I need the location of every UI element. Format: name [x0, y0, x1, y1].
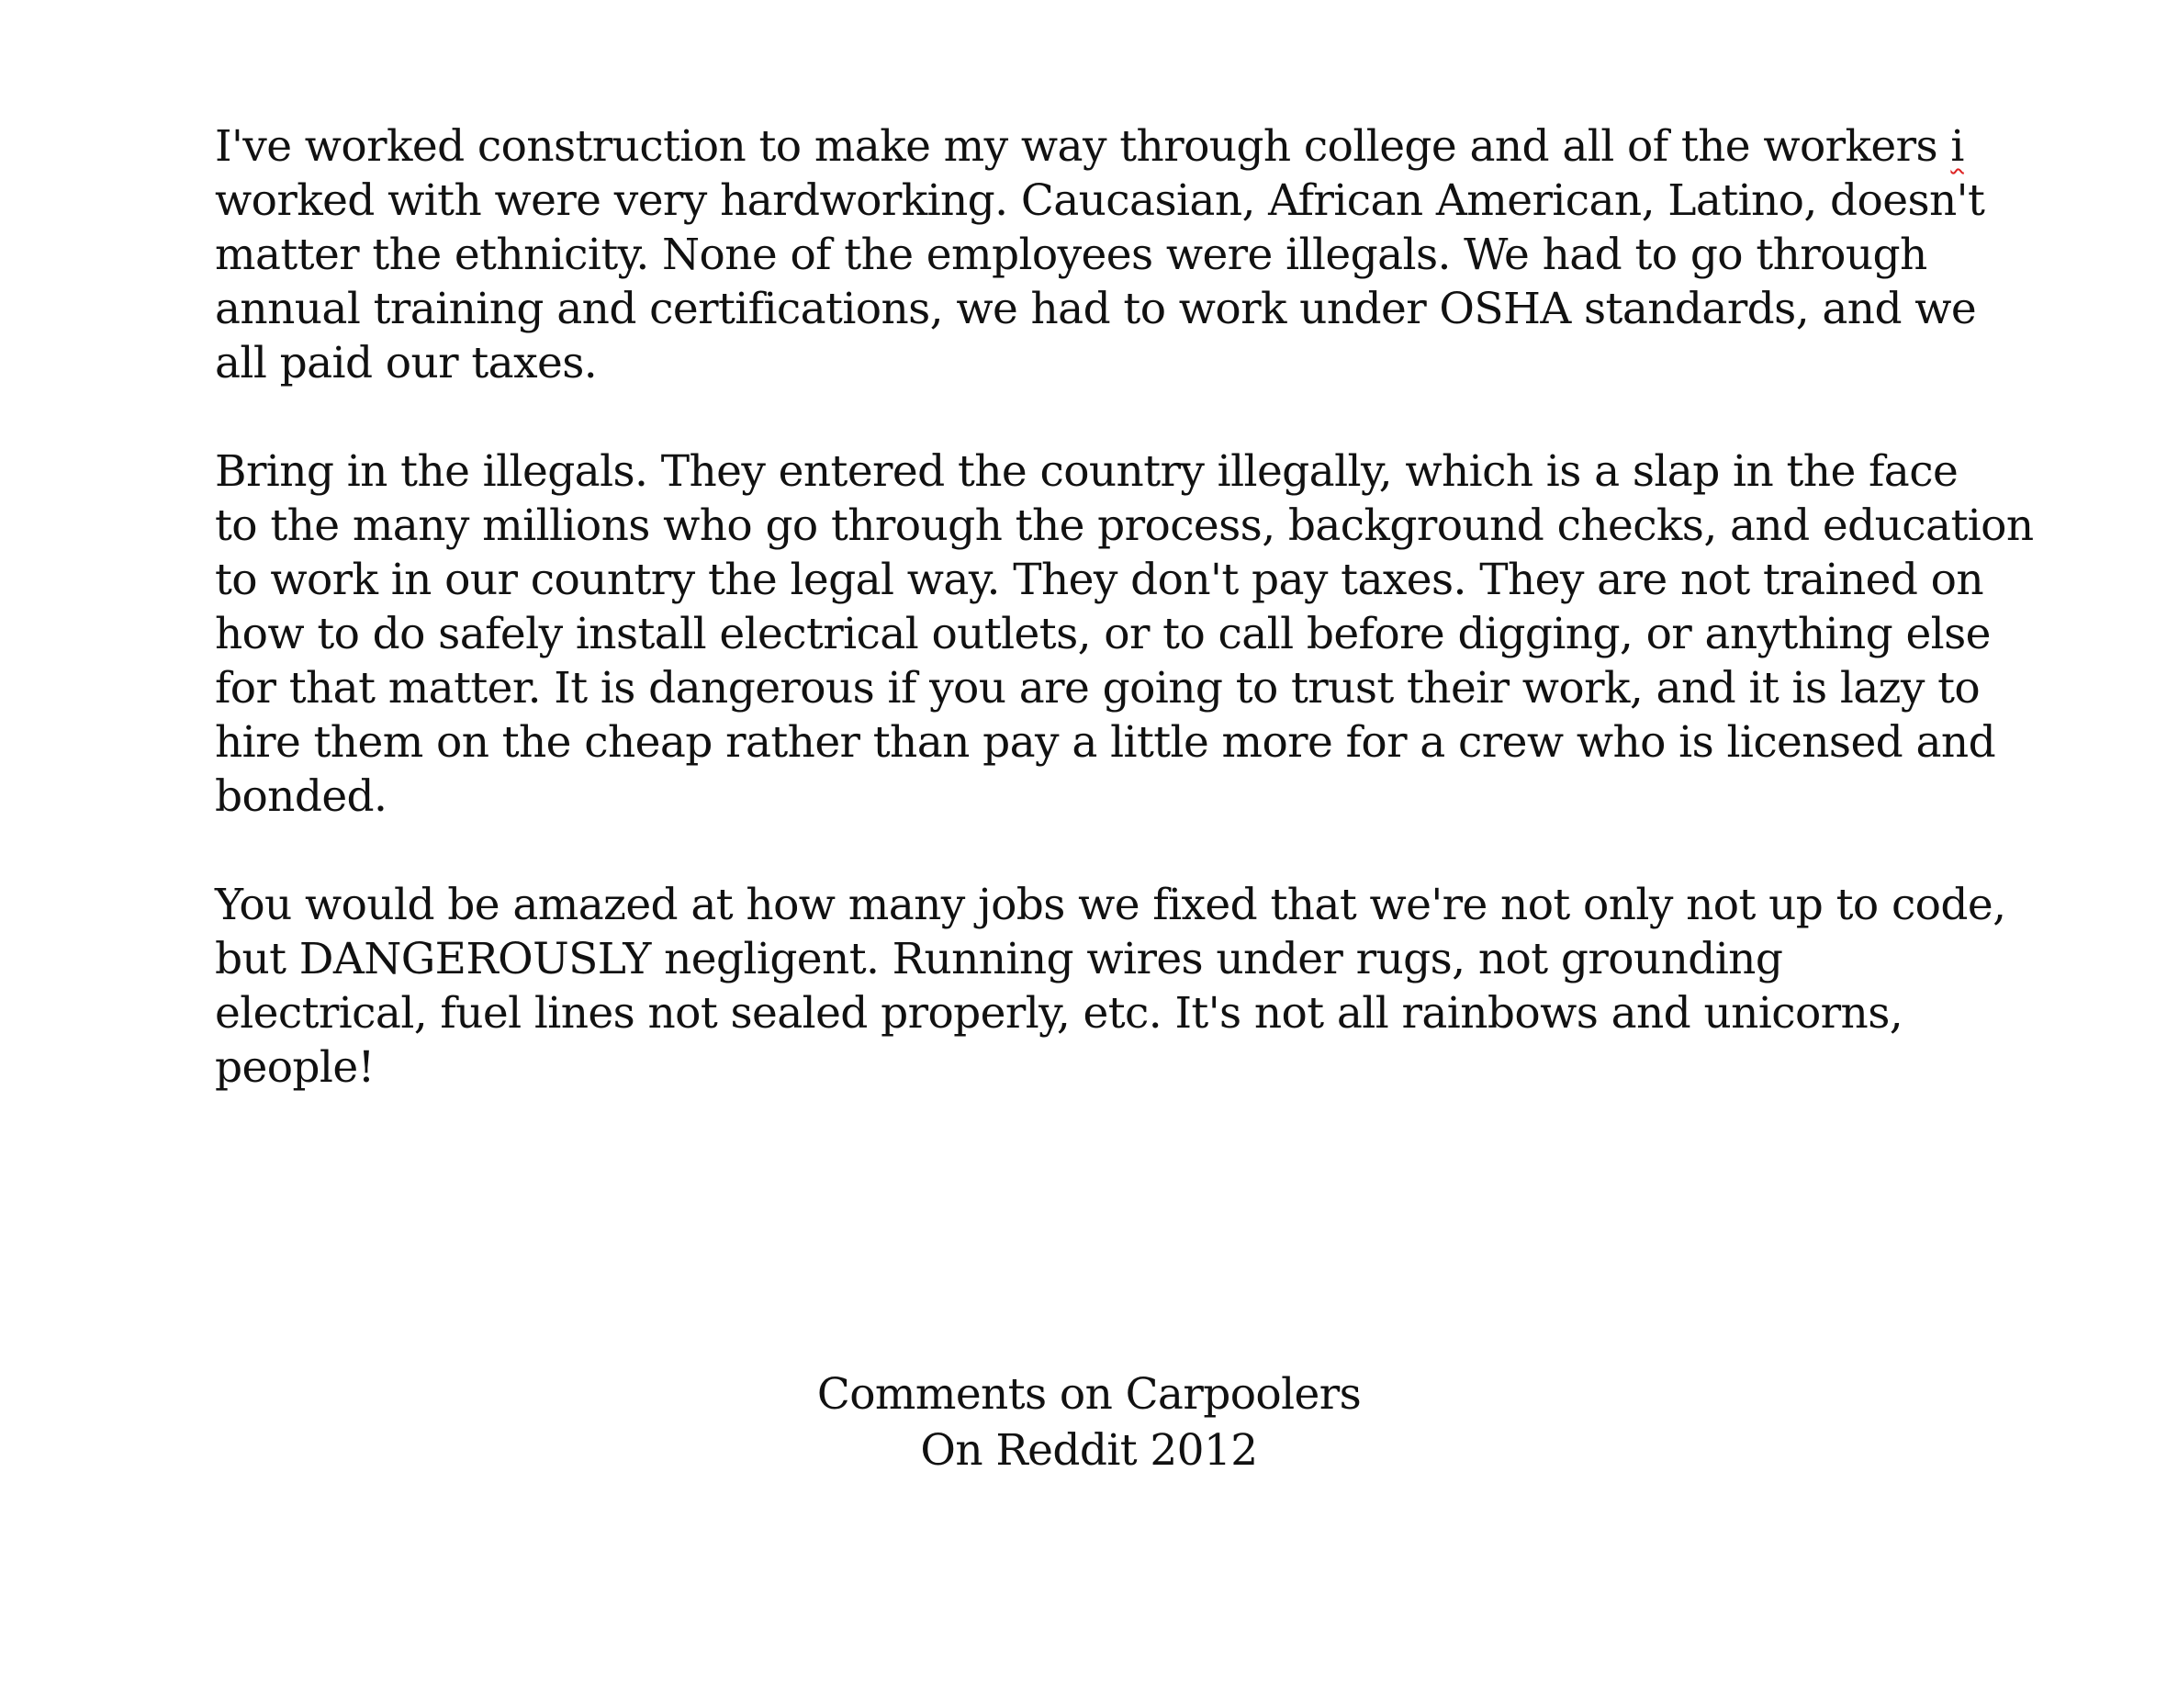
text-line: hire them on the cheap rather than pay a little more for a crew who is licensed and — [215, 717, 1996, 768]
paragraph-3 — [215, 878, 2015, 1095]
text-line: people! — [215, 1042, 375, 1093]
text-line-content: I've worked construction to make my way through college and all of the workers — [215, 121, 1951, 172]
paragraph-1 — [215, 119, 2015, 390]
text-line: to the many millions who go through the process, background checks, and education — [215, 500, 2034, 551]
text-line: You would be amazed at how many jobs we fixed that we're not only not up to code, — [215, 880, 2006, 930]
text-line — [215, 119, 2015, 174]
text-line: but DANGEROUSLY negligent. Running wires under rugs, not grounding — [215, 934, 1783, 984]
text-line: bonded. — [215, 771, 387, 822]
paragraph-2 — [215, 444, 2034, 824]
text-line: for that matter. It is dangerous if you are going to trust their work, and it is lazy to — [215, 663, 1981, 714]
caption-line-1: Comments on Carpoolers — [816, 1369, 1362, 1420]
text-line: to work in our country the legal way. They don't pay taxes. They are not trained on — [215, 555, 1984, 605]
source-caption — [0, 1366, 2178, 1478]
document-body — [215, 119, 2034, 1149]
spellcheck-flagged-word[interactable]: i — [1950, 121, 1964, 172]
text-line: how to do safely install electrical outlets, or to call before digging, or anything else — [215, 609, 1991, 659]
text-line: Bring in the illegals. They entered the country illegally, which is a slap in the face — [215, 446, 1959, 497]
text-line: worked with were very hardworking. Caucasian, African American, Latino, doesn't — [215, 175, 1985, 226]
text-line: electrical, fuel lines not sealed properly, etc. It's not all rainbows and unicorns, — [215, 988, 1903, 1039]
caption-line-2: On Reddit 2012 — [920, 1425, 1258, 1476]
text-line: annual training and certifications, we had to work under OSHA standards, and we — [215, 284, 1977, 334]
text-line: all paid our taxes. — [215, 338, 598, 388]
text-line: matter the ethnicity. None of the employees were illegals. We had to go through — [215, 230, 1927, 280]
